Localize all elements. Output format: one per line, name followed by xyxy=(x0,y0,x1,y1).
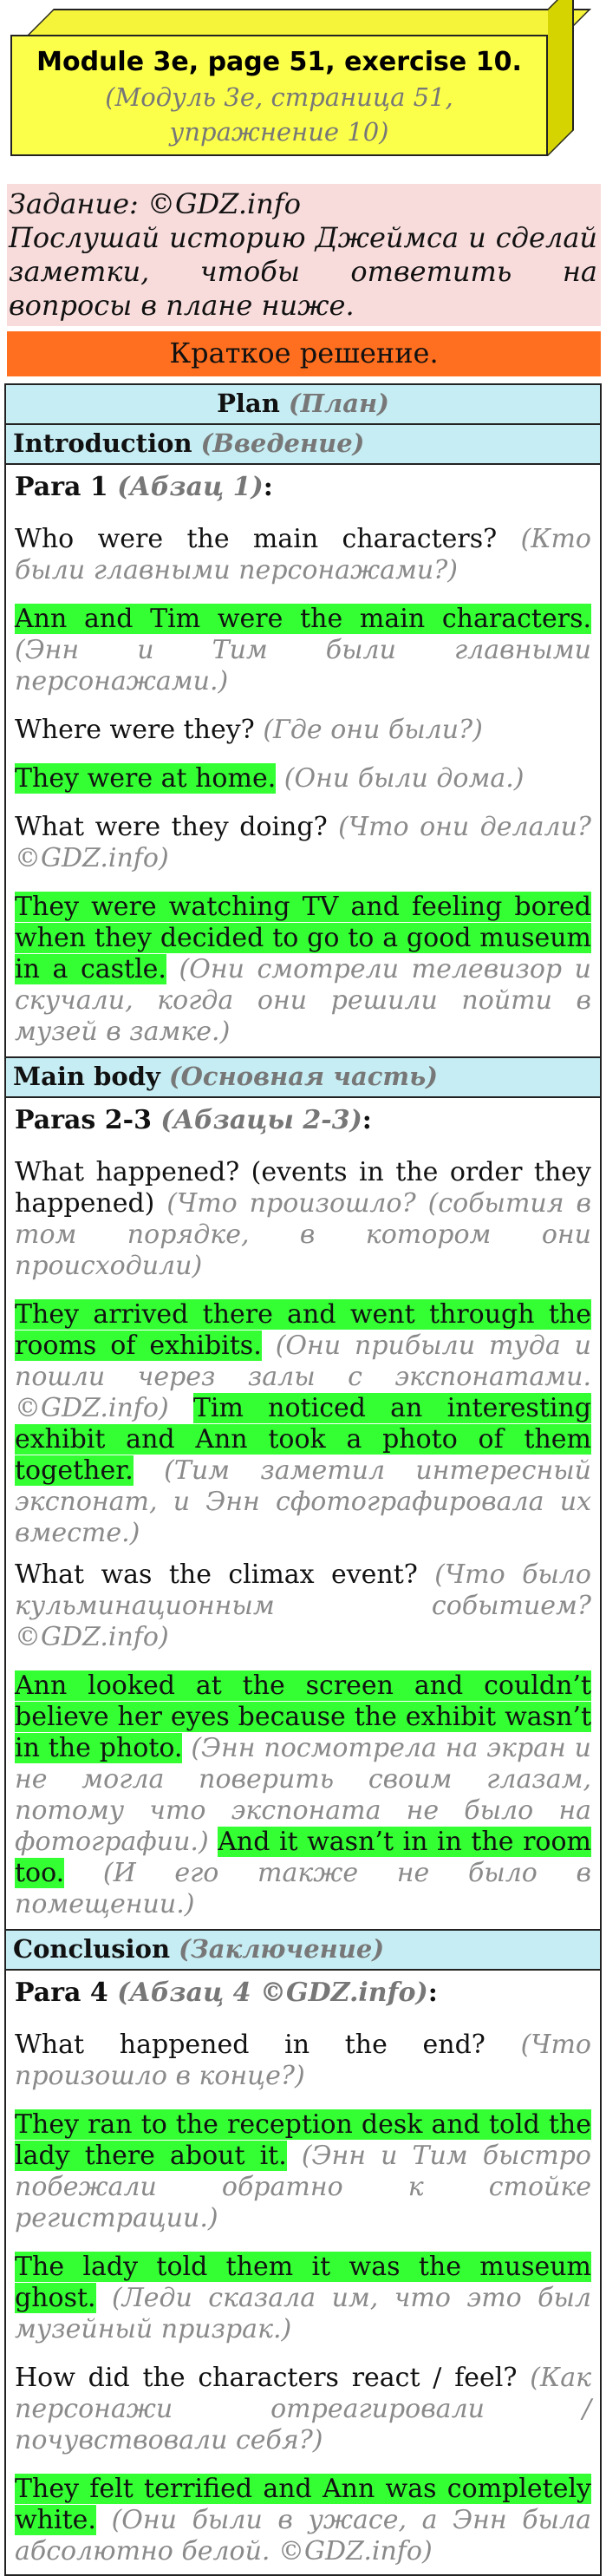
section-conclusion xyxy=(6,1929,600,1971)
question xyxy=(15,2030,591,2092)
section-label: Conclusion xyxy=(13,1934,171,1964)
header-box-side-face xyxy=(548,0,574,156)
question-text: Where were they? xyxy=(15,715,255,745)
answer-translation: (Они смотрели телевизор и скучали, когда они решили пойти в музей в замке.) xyxy=(15,954,591,1047)
para-heading: Paras 2-3 (Абзацы 2-3): xyxy=(15,1105,372,1135)
answer-text: Ann looked at the screen and couldn’t believe her eyes because the exhibit wasn’t in the photo. xyxy=(15,1670,591,1763)
answer-translation: (Энн посмотрела на экран и не могла поверить своим глазам, потому что экспоната не было на фотографии.) xyxy=(15,1733,591,1857)
answer-translation: (Леди сказала им, что это был музейный призрак.) xyxy=(15,2283,591,2344)
answer-translation: (Они были дома.) xyxy=(283,763,525,794)
section-main-body xyxy=(6,1056,600,1098)
answer xyxy=(15,2474,591,2567)
question-text: How did the characters react / feel? xyxy=(15,2363,518,2393)
task-label: Задание: ©GDZ.info xyxy=(9,187,301,220)
answer-text: They ran to the reception desk and told the lady there about it. xyxy=(15,2109,591,2171)
question-translation: (Что произошло? (события в том порядке, в котором они происходили) xyxy=(15,1188,591,1281)
question-translation: (Где они были?) xyxy=(263,715,483,745)
header-box-top-face xyxy=(24,9,591,38)
answer-translation: (Энн и Тим были главными персонажами.) xyxy=(15,635,591,696)
answer-text: They arrived there and went through the rooms of exhibits. xyxy=(15,1299,591,1361)
question-text: What happened in the end? xyxy=(15,2030,485,2060)
answer-text: The lady told them it was the museum ghost. xyxy=(15,2252,591,2313)
block-para-4 xyxy=(6,1971,600,2574)
task-section xyxy=(7,184,601,376)
question xyxy=(15,1157,591,1282)
question-text: What were they doing? xyxy=(15,812,328,842)
question-text: Who were the main characters? xyxy=(15,524,498,554)
answer-text: They were at home. xyxy=(15,763,277,794)
task-box xyxy=(7,184,601,326)
short-solution-bar: Краткое решение. xyxy=(7,331,601,376)
answer-translation: (Тим заметил интересный экспонат, и Энн сфотографировала их вместе.) xyxy=(15,1455,591,1548)
answer-translation: (Энн и Тим быстро побежали обратно к стойке регистрации.) xyxy=(15,2141,591,2233)
question-text: What was the climax event? xyxy=(15,1559,418,1590)
header-box xyxy=(10,35,548,156)
task-text: Послушай историю Джеймса и сделай заметки, чтобы ответить на вопросы в плане ниже. xyxy=(9,221,597,322)
answer-text: Ann and Tim were the main characters. xyxy=(15,604,591,634)
para-label: Paras 2-3 xyxy=(15,1105,152,1135)
para-heading: Para 4 (Абзац 4 ©GDZ.info): xyxy=(15,1978,438,2008)
para-label-ru: (Абзац 4 ©GDZ.info) xyxy=(117,1978,428,2008)
section-label-ru: (Основная часть) xyxy=(168,1062,438,1091)
answer xyxy=(15,1670,591,1920)
plan-title: Plan xyxy=(217,389,280,418)
para-heading: Para 1 (Абзац 1): xyxy=(15,472,273,502)
answer-text: And it wasn’t in in the room too. xyxy=(15,1827,591,1888)
block-para-1 xyxy=(6,465,600,1056)
question xyxy=(15,524,591,586)
page-subtitle-line1: (Модуль 3е, страница 51, xyxy=(105,82,453,112)
para-label: Para 1 xyxy=(15,472,108,502)
para-label-ru: (Абзац 1) xyxy=(117,472,264,502)
question xyxy=(15,715,591,746)
section-label: Introduction xyxy=(13,428,192,458)
page-title: Module 3e, page 51, exercise 10. xyxy=(36,47,522,77)
para-label: Para 4 xyxy=(15,1978,108,2008)
question-translation: (Как персонажи отреагировали / почувствовали себя?) xyxy=(15,2363,591,2455)
answer xyxy=(15,604,591,697)
answer-text: Tim noticed an interesting exhibit and Ann took a photo of them together. xyxy=(15,1393,591,1486)
answer xyxy=(15,2109,591,2234)
question xyxy=(15,1559,591,1653)
page-subtitle-line2: упражнение 10) xyxy=(169,117,389,147)
question-text: What happened? (events in the order they happened) xyxy=(15,1157,591,1219)
para-label-ru: (Абзацы 2-3) xyxy=(160,1105,362,1135)
answer-text: They were watching TV and feeling bored when they decided to go to a good museum in a castle. xyxy=(15,892,591,984)
answer-text: They felt terrified and Ann was completely white. xyxy=(15,2474,591,2535)
answer xyxy=(15,763,591,794)
block-paras-2-3 xyxy=(6,1098,600,1929)
answer xyxy=(15,892,591,1048)
section-introduction xyxy=(6,425,600,465)
section-label: Main body xyxy=(13,1062,160,1091)
question-translation: (Кто были главными персонажами?) xyxy=(15,524,591,585)
question xyxy=(15,2363,591,2456)
answer-translation: (Они были в ужасе, а Энн была абсолютно белой. ©GDZ.info) xyxy=(15,2505,591,2566)
section-label-ru: (Заключение) xyxy=(179,1934,385,1964)
question-translation: (Что произошло в конце?) xyxy=(15,2030,591,2091)
plan-title-ru: (План) xyxy=(288,389,389,418)
answer xyxy=(15,1299,591,1549)
question-translation: (Что было кульминационным событием? ©GDZ.info) xyxy=(15,1559,591,1652)
section-label-ru: (Введение) xyxy=(200,428,365,458)
answer-translation: (Они прибыли туда и пошли через залы с экспонатами. ©GDZ.info) xyxy=(15,1330,592,1423)
question xyxy=(15,812,591,874)
answer xyxy=(15,2252,591,2345)
plan-table xyxy=(4,383,602,2576)
answer-translation: (И его также не было в помещении.) xyxy=(15,1858,591,1919)
question-translation: (Что они делали? ©GDZ.info) xyxy=(15,812,591,873)
plan-header xyxy=(6,385,600,425)
